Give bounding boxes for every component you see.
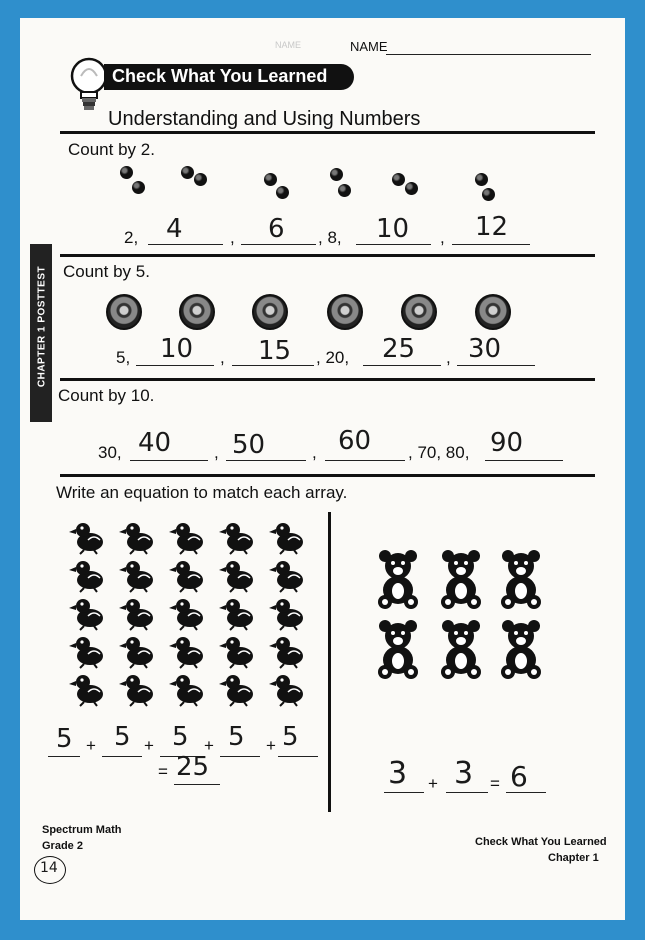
count-10-blank[interactable] (325, 460, 405, 461)
marble (330, 168, 343, 181)
count-5-text: , (446, 348, 451, 367)
plus-sign: + (144, 736, 154, 755)
count-10-answer: 50 (232, 430, 266, 460)
name-field[interactable] (386, 54, 591, 55)
left-eq-blank[interactable] (102, 756, 142, 757)
page-number: 14 (40, 860, 58, 876)
count-5-answer: 25 (382, 334, 416, 364)
count-2-blank[interactable] (241, 244, 316, 245)
count-2-text: 2, (124, 228, 139, 247)
count-5-blank[interactable] (136, 365, 214, 366)
count-5-answer: 10 (160, 334, 194, 364)
footer-grade: Grade 2 (42, 840, 83, 852)
plus-sign: + (266, 736, 276, 755)
header-rule (60, 131, 595, 134)
count-10-text: , (214, 443, 219, 462)
count-5-answer: 15 (258, 336, 292, 366)
bleed-through-text: NAME (275, 40, 302, 50)
marble (475, 173, 488, 186)
count-5-blank[interactable] (457, 365, 535, 366)
right-eq-blank[interactable] (446, 792, 488, 793)
marble (264, 173, 277, 186)
plus-sign: + (428, 774, 438, 793)
marble (276, 186, 289, 199)
left-eq-blank[interactable] (220, 756, 260, 757)
count-10-blank[interactable] (130, 460, 208, 461)
right-eq-total: 6 (510, 760, 528, 793)
count-5-blank[interactable] (363, 365, 441, 366)
count-2-answer: 6 (268, 214, 285, 244)
marble (392, 173, 405, 186)
marble (132, 181, 145, 194)
marble (405, 182, 418, 195)
count-by-10-heading: Count by 10. (58, 386, 155, 405)
plus-sign: + (204, 736, 214, 755)
marble (181, 166, 194, 179)
count-2-answer: 10 (376, 214, 410, 244)
marble (194, 173, 207, 186)
count-2-answer: 4 (166, 214, 183, 244)
nickel-coin (475, 294, 511, 330)
section-rule (60, 474, 595, 477)
footer-book: Spectrum Math (42, 824, 122, 836)
footer-chapter: Chapter 1 (548, 852, 599, 864)
count-2-blank[interactable] (148, 244, 223, 245)
equals-sign: = (158, 762, 168, 781)
section-rule (60, 378, 595, 381)
right-eq-blank[interactable] (384, 792, 424, 793)
count-5-text: , 20, (316, 348, 350, 367)
nickel-coin (327, 294, 363, 330)
left-eq-total: 25 (176, 752, 210, 782)
name-label: NAME (350, 39, 388, 54)
worksheet-page (20, 18, 625, 920)
count-5-answer: 30 (468, 334, 502, 364)
right-eq-answer: 3 (454, 756, 474, 791)
count-2-blank[interactable] (452, 244, 530, 245)
plus-sign: + (86, 736, 96, 755)
count-by-2-heading: Count by 2. (68, 140, 155, 159)
left-eq-blank[interactable] (48, 756, 80, 757)
nickel-coin (252, 294, 288, 330)
count-2-text: , (230, 228, 235, 247)
marble (338, 184, 351, 197)
nickel-coin (179, 294, 215, 330)
duck-array (64, 516, 314, 716)
left-eq-blank[interactable] (278, 756, 318, 757)
equals-sign: = (490, 774, 500, 793)
left-eq-answer: 5 (282, 722, 299, 752)
footer-section: Check What You Learned (475, 836, 607, 848)
side-tab-label: CHAPTER 1 POSTTEST (36, 265, 48, 388)
count-10-text: , 70, 80, (408, 443, 470, 462)
section-subtitle: Understanding and Using Numbers (108, 108, 421, 130)
count-10-answer: 90 (490, 428, 524, 458)
count-10-blank[interactable] (226, 460, 306, 461)
arrays-heading: Write an equation to match each array. (56, 483, 348, 502)
nickel-coin (106, 294, 142, 330)
count-by-5-heading: Count by 5. (63, 262, 150, 281)
count-10-text: 30, (98, 443, 122, 462)
count-10-blank[interactable] (485, 460, 563, 461)
left-eq-answer: 5 (114, 722, 131, 752)
count-2-text: , (440, 228, 445, 247)
count-5-text: 5, (116, 348, 131, 367)
count-10-answer: 60 (338, 426, 372, 456)
marble (482, 188, 495, 201)
left-eq-answer: 5 (172, 722, 189, 752)
left-eq-total-blank[interactable] (174, 784, 220, 785)
marble (120, 166, 133, 179)
left-eq-answer: 5 (56, 724, 73, 754)
count-2-text: , 8, (318, 228, 342, 247)
count-5-text: , (220, 348, 225, 367)
count-2-blank[interactable] (356, 244, 431, 245)
section-rule (60, 254, 595, 257)
count-2-answer: 12 (475, 212, 509, 242)
count-10-text: , (312, 443, 317, 462)
count-10-answer: 40 (138, 428, 172, 458)
nickel-coin (401, 294, 437, 330)
left-eq-answer: 5 (228, 722, 245, 752)
page-title: Check What You Learned (112, 66, 328, 86)
bear-array (372, 548, 562, 688)
right-eq-answer: 3 (388, 756, 408, 791)
array-divider (328, 512, 331, 812)
